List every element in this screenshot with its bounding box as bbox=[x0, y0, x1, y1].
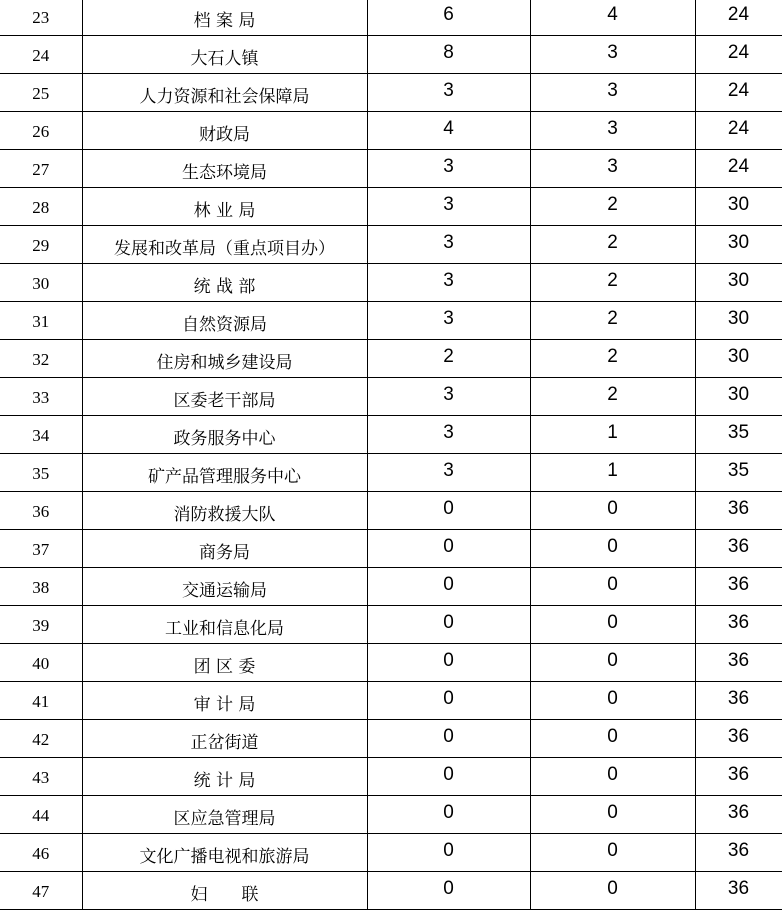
rank-cell: 36 bbox=[695, 568, 782, 606]
score-a-cell: 3 bbox=[367, 150, 530, 188]
score-b-cell: 2 bbox=[530, 188, 695, 226]
row-number-cell: 23 bbox=[0, 0, 82, 36]
table-row bbox=[0, 378, 782, 416]
score-b-cell: 0 bbox=[530, 796, 695, 834]
row-number-cell: 39 bbox=[0, 606, 82, 644]
unit-name-cell: 团 区 委 bbox=[82, 644, 367, 682]
rank-cell: 30 bbox=[695, 302, 782, 340]
row-number-cell: 46 bbox=[0, 834, 82, 872]
score-a-cell: 3 bbox=[367, 454, 530, 492]
row-number-cell: 32 bbox=[0, 340, 82, 378]
score-b-cell: 0 bbox=[530, 834, 695, 872]
unit-name-cell: 矿产品管理服务中心 bbox=[82, 454, 367, 492]
rank-cell: 24 bbox=[695, 74, 782, 112]
row-number-cell: 41 bbox=[0, 682, 82, 720]
score-b-cell: 3 bbox=[530, 74, 695, 112]
row-number-cell: 43 bbox=[0, 758, 82, 796]
table-row bbox=[0, 340, 782, 378]
unit-name-cell: 住房和城乡建设局 bbox=[82, 340, 367, 378]
row-number-cell: 38 bbox=[0, 568, 82, 606]
row-number-cell: 35 bbox=[0, 454, 82, 492]
score-b-cell: 0 bbox=[530, 644, 695, 682]
score-a-cell: 3 bbox=[367, 74, 530, 112]
rank-cell: 30 bbox=[695, 264, 782, 302]
row-number-cell: 29 bbox=[0, 226, 82, 264]
unit-name-cell: 统 战 部 bbox=[82, 264, 367, 302]
unit-name-cell: 妇 联 bbox=[82, 872, 367, 910]
score-b-cell: 1 bbox=[530, 416, 695, 454]
rank-cell: 24 bbox=[695, 36, 782, 74]
row-number-cell: 36 bbox=[0, 492, 82, 530]
unit-name-cell: 档 案 局 bbox=[82, 0, 367, 36]
score-a-cell: 0 bbox=[367, 834, 530, 872]
rank-cell: 36 bbox=[695, 758, 782, 796]
score-a-cell: 0 bbox=[367, 568, 530, 606]
rank-cell: 36 bbox=[695, 492, 782, 530]
row-number-cell: 40 bbox=[0, 644, 82, 682]
row-number-cell: 37 bbox=[0, 530, 82, 568]
rank-cell: 36 bbox=[695, 606, 782, 644]
score-b-cell: 1 bbox=[530, 454, 695, 492]
table-row bbox=[0, 606, 782, 644]
row-number-cell: 31 bbox=[0, 302, 82, 340]
table-row bbox=[0, 188, 782, 226]
table-row bbox=[0, 720, 782, 758]
row-number-cell: 33 bbox=[0, 378, 82, 416]
score-a-cell: 0 bbox=[367, 758, 530, 796]
score-a-cell: 3 bbox=[367, 226, 530, 264]
table-row bbox=[0, 834, 782, 872]
rank-cell: 24 bbox=[695, 0, 782, 36]
row-number-cell: 42 bbox=[0, 720, 82, 758]
score-a-cell: 0 bbox=[367, 872, 530, 910]
score-a-cell: 0 bbox=[367, 530, 530, 568]
score-a-cell: 3 bbox=[367, 416, 530, 454]
unit-name-cell: 发展和改革局（重点项目办） bbox=[82, 226, 367, 264]
table-row bbox=[0, 568, 782, 606]
row-number-cell: 34 bbox=[0, 416, 82, 454]
unit-name-cell: 工业和信息化局 bbox=[82, 606, 367, 644]
table-row bbox=[0, 302, 782, 340]
table-row bbox=[0, 796, 782, 834]
score-b-cell: 2 bbox=[530, 302, 695, 340]
rank-cell: 36 bbox=[695, 682, 782, 720]
score-a-cell: 0 bbox=[367, 644, 530, 682]
score-a-cell: 6 bbox=[367, 0, 530, 36]
score-b-cell: 2 bbox=[530, 264, 695, 302]
table-row bbox=[0, 530, 782, 568]
score-b-cell: 0 bbox=[530, 720, 695, 758]
score-a-cell: 3 bbox=[367, 188, 530, 226]
row-number-cell: 27 bbox=[0, 150, 82, 188]
table-row bbox=[0, 416, 782, 454]
unit-name-cell: 消防救援大队 bbox=[82, 492, 367, 530]
score-a-cell: 2 bbox=[367, 340, 530, 378]
rank-cell: 36 bbox=[695, 872, 782, 910]
score-a-cell: 0 bbox=[367, 492, 530, 530]
rank-cell: 30 bbox=[695, 188, 782, 226]
score-a-cell: 0 bbox=[367, 720, 530, 758]
table-row bbox=[0, 682, 782, 720]
rank-cell: 36 bbox=[695, 530, 782, 568]
table-row bbox=[0, 226, 782, 264]
row-number-cell: 28 bbox=[0, 188, 82, 226]
table-row bbox=[0, 0, 782, 36]
score-b-cell: 0 bbox=[530, 568, 695, 606]
rank-cell: 24 bbox=[695, 150, 782, 188]
table-row bbox=[0, 454, 782, 492]
unit-name-cell: 正岔街道 bbox=[82, 720, 367, 758]
score-b-cell: 0 bbox=[530, 530, 695, 568]
unit-name-cell: 林 业 局 bbox=[82, 188, 367, 226]
rank-cell: 35 bbox=[695, 454, 782, 492]
score-b-cell: 2 bbox=[530, 340, 695, 378]
score-a-cell: 0 bbox=[367, 796, 530, 834]
row-number-cell: 47 bbox=[0, 872, 82, 910]
score-b-cell: 0 bbox=[530, 758, 695, 796]
rank-cell: 30 bbox=[695, 378, 782, 416]
rank-cell: 36 bbox=[695, 834, 782, 872]
rank-cell: 35 bbox=[695, 416, 782, 454]
score-b-cell: 2 bbox=[530, 226, 695, 264]
rank-cell: 36 bbox=[695, 720, 782, 758]
unit-name-cell: 大石人镇 bbox=[82, 36, 367, 74]
unit-name-cell: 自然资源局 bbox=[82, 302, 367, 340]
score-b-cell: 2 bbox=[530, 378, 695, 416]
row-number-cell: 44 bbox=[0, 796, 82, 834]
score-a-cell: 0 bbox=[367, 682, 530, 720]
unit-name-cell: 审 计 局 bbox=[82, 682, 367, 720]
table-row bbox=[0, 264, 782, 302]
score-b-cell: 3 bbox=[530, 150, 695, 188]
score-a-cell: 4 bbox=[367, 112, 530, 150]
score-b-cell: 0 bbox=[530, 492, 695, 530]
table-row bbox=[0, 74, 782, 112]
table-row bbox=[0, 112, 782, 150]
rank-cell: 24 bbox=[695, 112, 782, 150]
score-b-cell: 0 bbox=[530, 872, 695, 910]
table-row bbox=[0, 150, 782, 188]
score-b-cell: 4 bbox=[530, 0, 695, 36]
table-row bbox=[0, 492, 782, 530]
score-b-cell: 3 bbox=[530, 36, 695, 74]
table-row bbox=[0, 758, 782, 796]
score-a-cell: 0 bbox=[367, 606, 530, 644]
score-b-cell: 0 bbox=[530, 682, 695, 720]
score-b-cell: 3 bbox=[530, 112, 695, 150]
row-number-cell: 26 bbox=[0, 112, 82, 150]
unit-name-cell: 统 计 局 bbox=[82, 758, 367, 796]
score-a-cell: 8 bbox=[367, 36, 530, 74]
unit-name-cell: 人力资源和社会保障局 bbox=[82, 74, 367, 112]
rank-cell: 30 bbox=[695, 340, 782, 378]
rank-cell: 36 bbox=[695, 796, 782, 834]
unit-name-cell: 政务服务中心 bbox=[82, 416, 367, 454]
row-number-cell: 30 bbox=[0, 264, 82, 302]
score-a-cell: 3 bbox=[367, 264, 530, 302]
rank-cell: 30 bbox=[695, 226, 782, 264]
score-b-cell: 0 bbox=[530, 606, 695, 644]
unit-name-cell: 区委老干部局 bbox=[82, 378, 367, 416]
score-a-cell: 3 bbox=[367, 302, 530, 340]
unit-name-cell: 财政局 bbox=[82, 112, 367, 150]
row-number-cell: 25 bbox=[0, 74, 82, 112]
unit-name-cell: 生态环境局 bbox=[82, 150, 367, 188]
unit-name-cell: 交通运输局 bbox=[82, 568, 367, 606]
table-row bbox=[0, 872, 782, 910]
unit-name-cell: 区应急管理局 bbox=[82, 796, 367, 834]
table-row bbox=[0, 644, 782, 682]
table-row bbox=[0, 36, 782, 74]
unit-name-cell: 商务局 bbox=[82, 530, 367, 568]
rank-cell: 36 bbox=[695, 644, 782, 682]
score-a-cell: 3 bbox=[367, 378, 530, 416]
unit-name-cell: 文化广播电视和旅游局 bbox=[82, 834, 367, 872]
row-number-cell: 24 bbox=[0, 36, 82, 74]
